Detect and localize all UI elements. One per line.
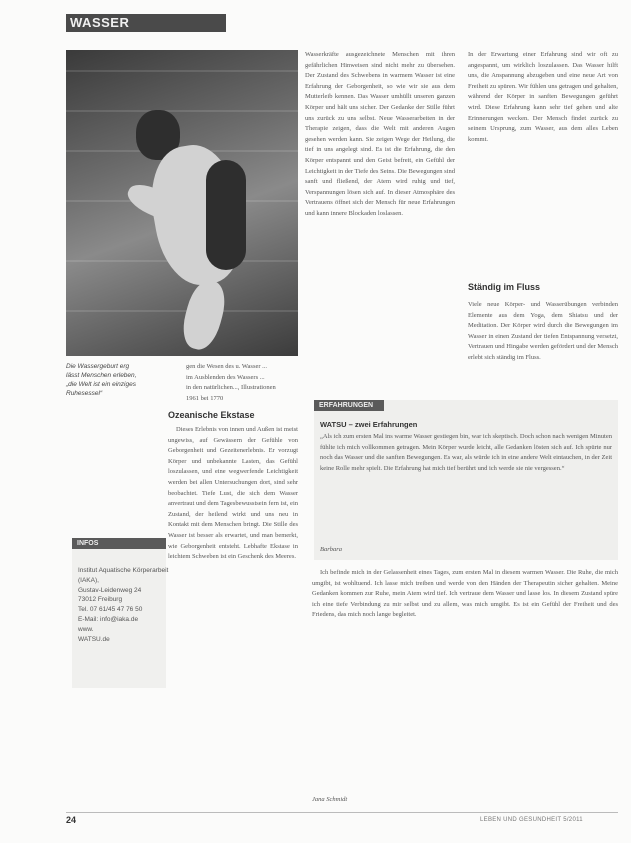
body-flow: Viele neue Körper- und Wasserübungen verbinden Elemente aus dem Yoga, dem Shiatsu und der Meditation. Der Körper wird durch die Bewegungen im Wasser in einen Zustand der tiefen Entspannung versetzt, Vertrauen und Hingabe werden gefördert und der Mensch erlebt sich ständig im Fluss. — [468, 301, 618, 361]
experience-subheading: WATSU – zwei Erfahrungen — [320, 420, 418, 429]
experience-text-1: „Als ich zum ersten Mal ins warme Wasser gestiegen bin, war ich skeptisch. Doch schon nach wenigen Minuten fühlte ich mich vollkommen getragen. Mein Körper wurde leicht, alle Gedanken lösten sich auf. Ich spürte nur noch das Wasser und die sanften Bewegungen. Es war, als würde ich in eine andere Welt eintauchen, in der Zeit keine Rolle mehr spielt. Die Erfahrung hat mich tief berührt und ich werde sie nie vergessen.“ — [320, 433, 612, 472]
swimsuit — [206, 160, 246, 270]
column-middle: Wasserkräfte ausgezeichnete Menschen mit ihren gefährlichen Hinweisen sind nicht mehr zu übersehen. Der Zustand des Schwebens in warmem Wasser ist eine Erfahrung der Geborgenheit, so wie wir sie aus dem Mutterleib kennen. Das Wasser umhüllt unseren ganzen Körper und hält uns sicher. Der Gedanke der Stille führt uns zurück zu uns selbst. Neue Wasserarbeiten in der Therapie zeigen, dass die Welt mit anderen Augen gesehen werden kann. Sie zeigen Wege der Heilung, die tief in uns angelegt sind. Es ist die Erfahrung, die den Körper entspannt und den Geist befreit, ein Gefühl der Leichtigkeit in der Tiefe des Seins. Die Bewegungen sind sanft und fließend, der Atem wird ruhig und tief, Verspannungen lösen sich auf. In dieser Atmosphäre des Vertrauens öffnet sich der Mensch für neue Erfahrungen und kann innere Blockaden loslassen. — [305, 51, 455, 217]
column-left-continued: gen die Wesen des u. Wasser ... im Ausblenden des Wassers ... in den natürlichen..., Illustrationen 1961 bei 1770 — [186, 363, 276, 402]
column-right: In der Erwartung einer Erfahrung sind wir oft zu angespannt, um wirklich loszulassen. Das Wasser hilft uns, die Anspannung abzugeben und eine neue Art von Freiheit zu spüren. Wir fühlen uns getragen und gehalten, während der Körper in sanften Bewegungen geführt wird. Diese Erfahrung kann sehr tief gehen und alte Erinnerungen wecken. Der Mensch findet zurück zu seinem Ursprung, zum Wasser, aus dem alles Leben kommt. — [468, 51, 618, 143]
experience-name-1: Barbara — [320, 546, 343, 553]
person-leg — [178, 277, 231, 354]
page-number: 24 — [66, 815, 77, 825]
experience-heading: ERFAHRUNGEN — [314, 400, 384, 411]
swimming-photo — [66, 50, 298, 356]
section-title: WASSER — [70, 15, 130, 30]
experience-name-2: Jana Schmidt — [312, 796, 348, 803]
experience-text-2: Ich befinde mich in der Gelassenheit eines Tages, zum ersten Mal in diesem warmen Wasser. Die Ruhe, die mich umgibt, ist wohltuend. Ich lasse mich treiben und werde von den Händen der Therapeutin sicher gehalten. Meine Gedanken kommen zur Ruhe, mein Atem wird tief. Ich vertraue dem Wasser und lasse los. In diesem Zustand spüre ich eine tiefe Verbindung zu mir selbst und zu allem, was mich umgibt. Es ist ein Gefühl der Freiheit und des Friedens, das mich noch lange begleitet. — [312, 569, 618, 619]
heading-oceanic: Ozeanische Ekstase — [168, 410, 255, 420]
magazine-footer: LEBEN UND GESUNDHEIT 5/2011 — [480, 817, 583, 823]
info-heading: INFOS — [72, 538, 166, 549]
photo-caption: Die Wassergeburt erg lässt Menschen erleben, „die Welt ist ein einziges Ruhesessel“ — [66, 363, 137, 397]
body-oceanic: Dieses Erlebnis von innen und Außen ist meist ungewiss, auf Gewässern der Gefühle von Geborgenheit und Gezeitenerlebnis. Er vorzugt Körper und unbekannte Lasten, das Gefühl loszulassen, und eine wegwerfende Leichtigkeit werden bei allen Untersuchungen dort, sind sehr beobachtet. Tiefe Lust, die sich dem Wasser anvertraut und dem Tagesbewusstsein fern ist, ein Zustand, der heilend wirkt und uns neu in Kontakt mit dem Menschen bringt. Die Stille des Wasser ist besser als erwartet, und man bemerkt, wie Geborgenheit entsteht. Lebhafte Ekstase in leichtem Schweben ist ein Geschenk des Meeres. — [168, 426, 298, 561]
footer-rule — [66, 812, 618, 813]
info-lines: Institut Aquatische Körperarbeit (IAKA), Gustav-Leidenweg 24 73012 Freiburg Tel. 07 61/45 47 76 50 E-Mail: info@iaka.de www. WATSU.de — [78, 567, 169, 643]
heading-flow: Ständig im Fluss — [468, 282, 541, 292]
